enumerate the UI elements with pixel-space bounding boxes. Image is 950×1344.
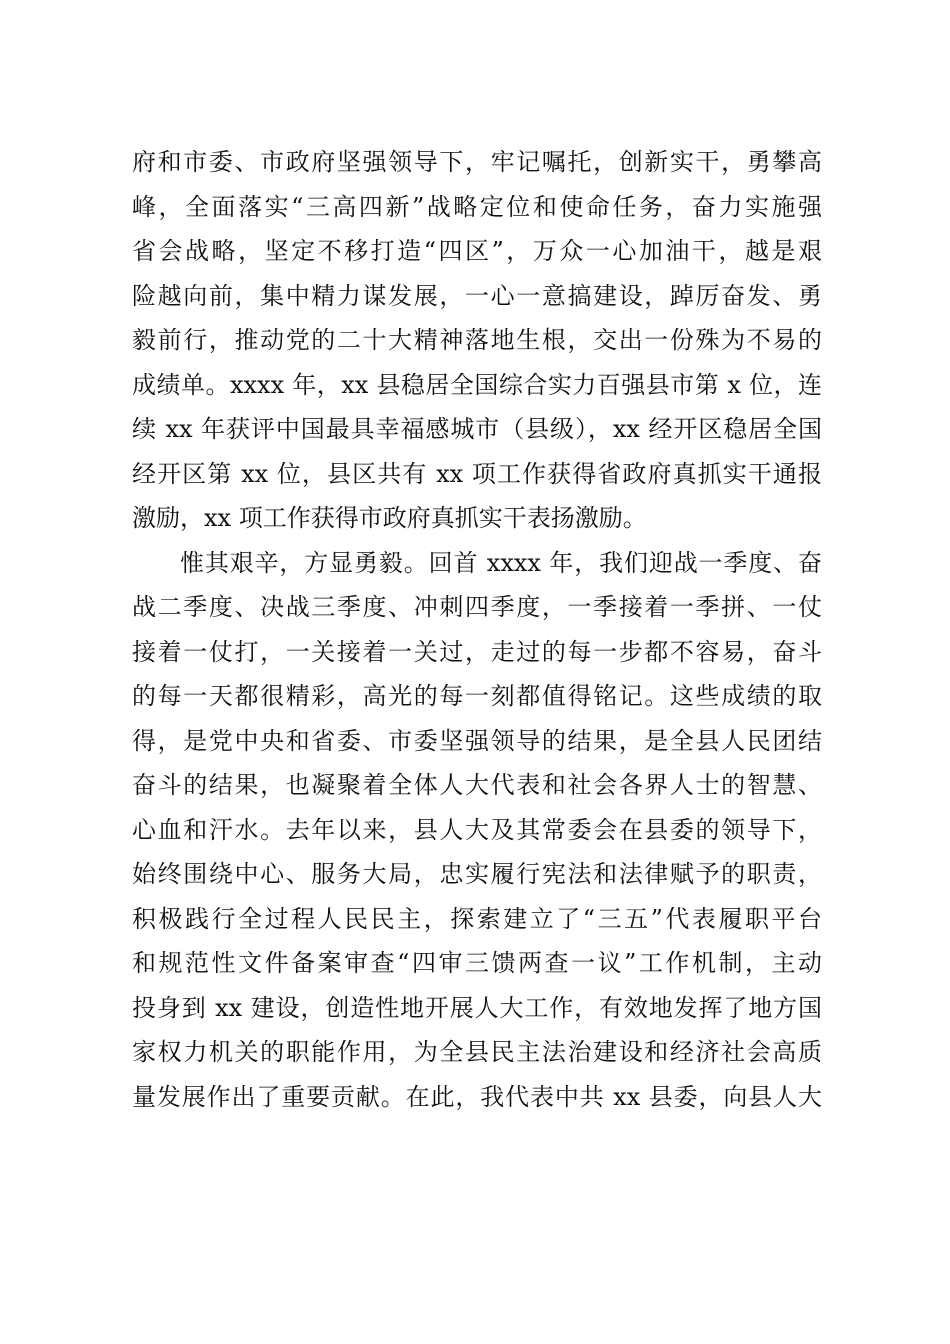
- paragraph-line: 惟其艰辛，方显勇毅。回首 xxxx 年，我们迎战一季度、奋: [180, 548, 822, 577]
- paragraph-line: 奋斗的结果，也凝聚着全体人大代表和社会各界人士的智慧、: [132, 771, 822, 799]
- paragraph-line: 经开区第 xx 位，县区共有 xx 项工作获得省政府真抓实干通报: [132, 459, 822, 488]
- paragraph-line: 毅前行，推动党的二十大精神落地生根，交出一份殊为不易的: [132, 326, 822, 354]
- paragraph-line: 成绩单。xxxx 年，xx 县稳居全国综合实力百强县市第 x 位，连: [132, 370, 822, 399]
- body-text: [132, 140, 822, 1119]
- paragraph-line: 得，是党中央和省委、市委坚强领导的结果，是全县人民团结: [132, 726, 822, 755]
- paragraph-line: 接着一仗打，一关接着一关过，走过的每一步都不容易，奋斗: [132, 637, 822, 666]
- paragraph-2: [132, 541, 822, 1120]
- paragraph-line: 续 xx 年获评中国最具幸福感城市（县级），xx 经开区稳居全国: [132, 415, 822, 443]
- paragraph-line: 激励，xx 项工作获得市政府真抓实干表扬激励。: [132, 504, 647, 532]
- paragraph-line: 量发展作出了重要贡献。在此，我代表中共 xx 县委，向县人大: [132, 1082, 822, 1111]
- paragraph-line: 心血和汗水。去年以来，县人大及其常委会在县委的领导下，: [132, 815, 822, 844]
- paragraph-line: 和规范性文件备案审查“四审三馈两查一议”工作机制，主动: [132, 949, 822, 977]
- paragraph-1: [132, 140, 822, 541]
- paragraph-line: 始终围绕中心、服务大局，忠实履行宪法和法律赋予的职责，: [132, 860, 822, 888]
- paragraph-line: 积极践行全过程人民民主，探索建立了“三五”代表履职平台: [132, 904, 822, 933]
- paragraph-line: 府和市委、市政府坚强领导下，牢记嘱托，创新实干，勇攀高: [132, 148, 822, 176]
- paragraph-line: 家权力机关的职能作用，为全县民主法治建设和经济社会高质: [132, 1038, 822, 1066]
- paragraph-line: 的每一天都很精彩，高光的每一刻都值得铭记。这些成绩的取: [132, 682, 822, 710]
- paragraph-line: 战二季度、决战三季度、冲刺四季度，一季接着一季拼、一仗: [132, 593, 822, 621]
- paragraph-line: 峰，全面落实“三高四新”战略定位和使命任务，奋力实施强: [132, 192, 822, 221]
- paragraph-line: 投身到 xx 建设，创造性地开展人大工作，有效地发挥了地方国: [132, 993, 822, 1022]
- paragraph-line: 省会战略，坚定不移打造“四区”，万众一心加油干，越是艰: [132, 237, 822, 265]
- paragraph-line: 险越向前，集中精力谋发展，一心一意搞建设，踔厉奋发、勇: [132, 281, 822, 310]
